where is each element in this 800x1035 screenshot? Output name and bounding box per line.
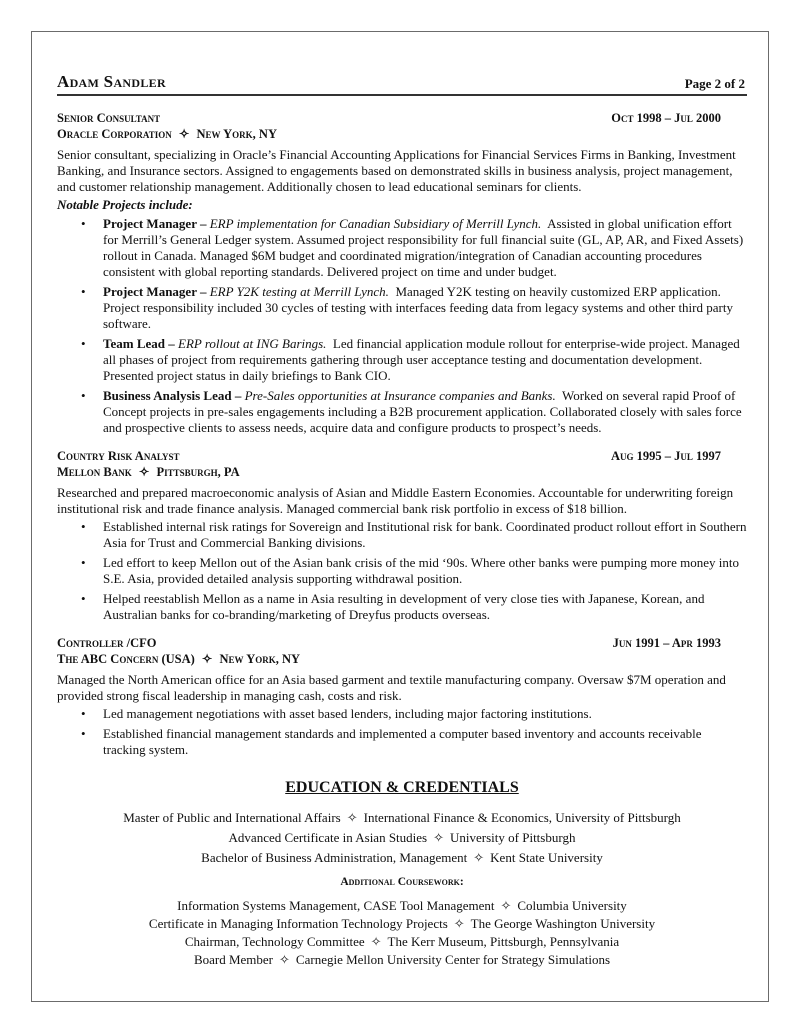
degree: Bachelor of Business Administration, Management — [201, 850, 468, 865]
project-role: Project Manager – — [103, 284, 207, 299]
company-row — [57, 464, 747, 481]
additional-coursework-heading: Additional Coursework: — [340, 876, 464, 888]
institution: The Kerr Museum, Pittsburgh, Pennsylvania — [387, 934, 620, 949]
resume-content — [57, 72, 747, 969]
diamond-separator-icon: ✧ — [370, 934, 382, 949]
coursework-list — [57, 897, 747, 969]
diamond-separator-icon: ✧ — [201, 652, 213, 666]
job-title-row — [57, 448, 747, 464]
job-description: Managed the North American office for an Asia based garment and textile manufacturing company. Oversaw $7M operation and provided strong fiscal leadership in managing cash, costs and risk. — [57, 672, 726, 703]
job-title-row — [57, 110, 747, 126]
institution: University of Pittsburgh — [450, 830, 576, 845]
accomplishment-list — [57, 706, 747, 758]
project-role: Team Lead – — [103, 336, 175, 351]
diamond-separator-icon: ✧ — [138, 465, 150, 479]
institution: Columbia University — [517, 898, 627, 913]
degree: Advanced Certificate in Asian Studies — [228, 830, 428, 845]
notable-projects-heading: Notable Projects include: — [57, 197, 193, 212]
job-title: Country Risk Analyst — [57, 449, 180, 463]
company-name: Oracle Corporation — [57, 127, 172, 141]
job-entry — [57, 635, 747, 758]
job-dates: Jun 1991 – Apr 1993 — [612, 636, 721, 650]
coursework-entry — [57, 933, 747, 951]
diamond-separator-icon: ✧ — [453, 916, 465, 931]
institution: International Finance & Economics, University of Pittsburgh — [363, 810, 681, 825]
course: Board Member — [193, 952, 274, 967]
project-name: ERP implementation for Canadian Subsidiary of Merrill Lynch. — [209, 216, 542, 231]
coursework-entry — [57, 951, 747, 969]
list-item: • Helped reestablish Mellon as a name in Asia resulting in development of very close ties with Japanese, Korean, and Australian banks for co-branding/marketing of Dreyfus products overseas. — [103, 591, 747, 623]
company-location: New York, NY — [196, 127, 277, 141]
project-name: Pre-Sales opportunities at Insurance companies and Banks. — [244, 388, 556, 403]
project-item — [103, 336, 747, 384]
list-item: • Established financial management standards and implemented a computer based inventory and accounts receivable tracking system. — [103, 726, 747, 758]
education-heading: EDUCATION & CREDENTIALS — [285, 779, 519, 796]
education-entry — [57, 848, 747, 868]
job-dates: Oct 1998 – Jul 2000 — [611, 111, 721, 125]
diamond-separator-icon: ✧ — [433, 830, 445, 845]
institution: Carnegie Mellon University Center for Strategy Simulations — [295, 952, 611, 967]
list-item: • Established internal risk ratings for Sovereign and Institutional risk for bank. Coordinated product rollout effort in Southern Asia for Trust and Commercial Banking divisions. — [103, 519, 747, 551]
project-text: Assisted in global unification effort for Merrill’s General Ledger system. Assumed project responsibility for full financial suite (GL, AP, AR, and Fixed Assets) rollout in Canada. Managed $6M budget and coordinated migration/integration of Canadian accounting procedures consistent with global reporting standards. Delivered project on time and under budget. — [103, 216, 744, 279]
project-item — [103, 216, 747, 280]
resume-page — [31, 31, 769, 1002]
page-header — [57, 72, 747, 96]
diamond-separator-icon: ✧ — [279, 952, 290, 967]
job-entry — [57, 110, 747, 436]
diamond-separator-icon: ✧ — [473, 850, 485, 865]
job-title-row — [57, 635, 747, 651]
project-list — [57, 216, 747, 436]
job-description: Researched and prepared macroeconomic analysis of Asian and Middle Eastern Economies. Accountable for underwriting foreign institutional risk and trade finance analysis. Managed commercial bank risk portfolio in excess of $18 billion. — [57, 485, 734, 516]
project-name: ERP rollout at ING Barings. — [178, 336, 327, 351]
list-item: • Led effort to keep Mellon out of the Asian bank crisis of the mid ‘90s. Where other banks were pumping more money into S.E. Asia, provided detailed analysis supporting withdrawal position. — [103, 555, 747, 587]
diamond-separator-icon: ✧ — [178, 127, 190, 141]
accomplishment-list — [57, 519, 747, 623]
degree: Master of Public and International Affairs — [123, 810, 341, 825]
job-description: Senior consultant, specializing in Oracle’s Financial Accounting Applications for Financial Services Firms in Banking, Investment Banking, and Insurance sectors. Assigned to engagements based on demonstrated skills in business analysis, project management, and customer relationship management. Additionally chosen to lead educational seminars for clients. — [57, 147, 736, 194]
project-text: Worked on several rapid Proof of Concept projects in pre-sales engagements including a B2B procurement application. Collaborated closely with sales force and prospective clients to assess needs, acquire data and configure products to prospect’s needs. — [103, 388, 742, 435]
course: Chairman, Technology Committee — [184, 934, 365, 949]
education-entry — [57, 828, 747, 848]
list-item: • Led management negotiations with asset based lenders, including major factoring institutions. — [103, 706, 747, 722]
diamond-separator-icon: ✧ — [500, 898, 512, 913]
company-name: The ABC Concern (USA) — [57, 652, 195, 666]
education-entry — [57, 808, 747, 828]
project-text: Led financial application module rollout for enterprise-wide project. Managed all phases of project from requirements gathering through user acceptance testing and documentation development. Presented project status in daily briefings to Bank CIO. — [103, 336, 740, 383]
job-dates: Aug 1995 – Jul 1997 — [610, 449, 721, 463]
job-title: Senior Consultant — [57, 111, 161, 125]
course: Certificate in Managing Information Technology Projects — [148, 916, 448, 931]
project-item — [103, 284, 747, 332]
project-text: Managed Y2K testing on heavily customized ERP application. Project responsibility included 30 cycles of testing with interfaces feeding data from legacy systems and other third party software. — [103, 284, 733, 331]
coursework-entry — [57, 897, 747, 915]
company-row — [57, 126, 747, 143]
company-row — [57, 651, 747, 668]
institution: The George Washington University — [470, 916, 656, 931]
candidate-name: Adam Sandler — [57, 72, 166, 91]
project-role: Project Manager – — [103, 216, 207, 231]
company-location: New York, NY — [219, 652, 301, 666]
job-entry — [57, 448, 747, 623]
page-number: Page 2 of 2 — [684, 76, 745, 91]
project-name: ERP Y2K testing at Merrill Lynch. — [209, 284, 389, 299]
coursework-entry — [57, 915, 747, 933]
company-name: Mellon Bank — [57, 465, 132, 479]
job-title: Controller /CFO — [57, 636, 157, 650]
education-list — [57, 808, 747, 868]
company-location: Pittsburgh, PA — [156, 465, 240, 479]
diamond-separator-icon: ✧ — [346, 810, 358, 825]
project-item — [103, 388, 747, 436]
project-role: Business Analysis Lead – — [103, 388, 242, 403]
institution: Kent State University — [490, 850, 603, 865]
course: Information Systems Management, CASE Tool Management — [177, 898, 495, 913]
